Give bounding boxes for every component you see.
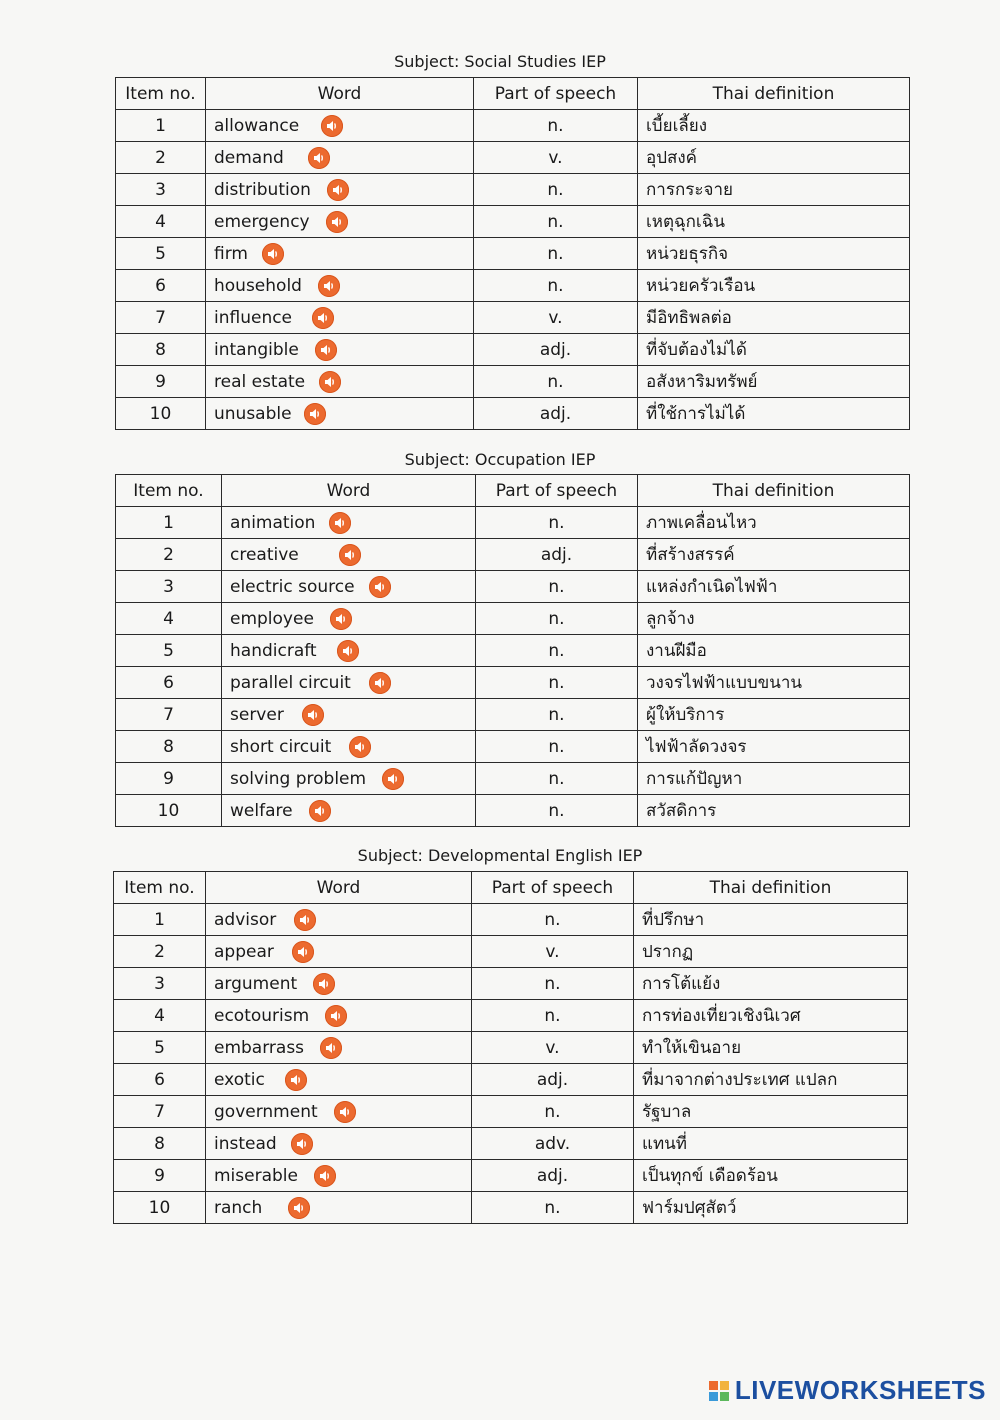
speaker-icon[interactable] xyxy=(369,672,391,694)
word-cell xyxy=(206,1160,472,1192)
table-header-row xyxy=(114,872,908,904)
item-number: 2 xyxy=(114,936,206,968)
word-cell xyxy=(206,1000,472,1032)
speaker-icon[interactable] xyxy=(326,211,348,233)
table-row xyxy=(116,539,910,571)
item-number: 6 xyxy=(116,270,206,302)
word-cell xyxy=(222,795,476,827)
word-cell xyxy=(206,206,474,238)
item-number: 7 xyxy=(114,1096,206,1128)
part-of-speech: n. xyxy=(472,968,634,1000)
part-of-speech: n. xyxy=(472,904,634,936)
vocabulary-word: real estate xyxy=(214,371,306,392)
word-cell xyxy=(222,763,476,795)
header-part-of-speech: Part of speech xyxy=(476,475,638,507)
thai-definition: รัฐบาล xyxy=(634,1096,908,1128)
word-cell xyxy=(206,110,474,142)
table-row xyxy=(114,904,908,936)
vocabulary-word: demand xyxy=(214,147,284,168)
word-cell xyxy=(206,398,474,430)
word-cell xyxy=(206,174,474,206)
item-number: 4 xyxy=(116,206,206,238)
table-row xyxy=(114,1000,908,1032)
part-of-speech: v. xyxy=(474,142,638,174)
subject-title: Subject: Developmental English IEP xyxy=(357,846,643,865)
vocabulary-word: firm xyxy=(214,243,248,264)
speaker-icon[interactable] xyxy=(308,147,330,169)
thai-definition: หน่วยครัวเรือน xyxy=(638,270,910,302)
part-of-speech: v. xyxy=(472,936,634,968)
vocabulary-word: government xyxy=(214,1101,318,1122)
part-of-speech: n. xyxy=(476,667,638,699)
speaker-icon[interactable] xyxy=(292,941,314,963)
table-row xyxy=(114,1064,908,1096)
part-of-speech: n. xyxy=(474,174,638,206)
item-number: 9 xyxy=(116,366,206,398)
speaker-icon[interactable] xyxy=(314,1165,336,1187)
vocabulary-word: ranch xyxy=(214,1197,263,1218)
vocabulary-word: emergency xyxy=(214,211,310,232)
speaker-icon[interactable] xyxy=(313,973,335,995)
word-cell xyxy=(222,667,476,699)
part-of-speech: adj. xyxy=(472,1160,634,1192)
part-of-speech: n. xyxy=(476,763,638,795)
header-part-of-speech: Part of speech xyxy=(474,78,638,110)
item-number: 3 xyxy=(116,174,206,206)
part-of-speech: adj. xyxy=(476,539,638,571)
item-number: 5 xyxy=(116,635,222,667)
subject-title: Subject: Occupation IEP xyxy=(404,450,596,469)
table-row xyxy=(116,366,910,398)
speaker-icon[interactable] xyxy=(321,115,343,137)
part-of-speech: n. xyxy=(476,731,638,763)
word-cell xyxy=(222,731,476,763)
part-of-speech: n. xyxy=(476,699,638,731)
part-of-speech: n. xyxy=(472,1000,634,1032)
vocabulary-word: electric source xyxy=(230,576,355,597)
thai-definition: ที่ใช้การไม่ได้ xyxy=(638,398,910,430)
thai-definition: ปรากฏ xyxy=(634,936,908,968)
word-cell xyxy=(222,635,476,667)
item-number: 7 xyxy=(116,302,206,334)
word-cell xyxy=(222,539,476,571)
thai-definition: ผู้ให้บริการ xyxy=(638,699,910,731)
table-row xyxy=(116,142,910,174)
vocabulary-word: exotic xyxy=(214,1069,265,1090)
part-of-speech: n. xyxy=(476,507,638,539)
vocabulary-word: appear xyxy=(214,941,274,962)
thai-definition: แหล่งกำเนิดไฟฟ้า xyxy=(638,571,910,603)
thai-definition: ฟาร์มปศุสัตว์ xyxy=(634,1192,908,1224)
part-of-speech: adj. xyxy=(474,398,638,430)
table-row xyxy=(116,795,910,827)
word-cell xyxy=(206,302,474,334)
vocabulary-word: distribution xyxy=(214,179,311,200)
item-number: 1 xyxy=(116,507,222,539)
item-number: 1 xyxy=(116,110,206,142)
part-of-speech: n. xyxy=(476,795,638,827)
item-number: 2 xyxy=(116,142,206,174)
part-of-speech: n. xyxy=(474,110,638,142)
vocabulary-word: influence xyxy=(214,307,293,328)
table-row xyxy=(116,206,910,238)
speaker-icon[interactable] xyxy=(285,1069,307,1091)
table-row xyxy=(116,635,910,667)
item-number: 8 xyxy=(116,334,206,366)
vocabulary-word: employee xyxy=(230,608,314,629)
table-row xyxy=(116,667,910,699)
item-number: 10 xyxy=(114,1192,206,1224)
word-cell xyxy=(206,238,474,270)
item-number: 6 xyxy=(116,667,222,699)
thai-definition: ที่สร้างสรรค์ xyxy=(638,539,910,571)
vocabulary-word: solving problem xyxy=(230,768,367,789)
table-row xyxy=(116,571,910,603)
part-of-speech: adj. xyxy=(474,334,638,366)
header-word: Word xyxy=(222,475,476,507)
item-number: 9 xyxy=(114,1160,206,1192)
item-number: 5 xyxy=(114,1032,206,1064)
part-of-speech: n. xyxy=(476,635,638,667)
table-row xyxy=(114,1160,908,1192)
vocabulary-table xyxy=(115,474,910,827)
vocabulary-word: handicraft xyxy=(230,640,317,661)
vocabulary-word: allowance xyxy=(214,115,300,136)
thai-definition: การโต้แย้ง xyxy=(634,968,908,1000)
word-cell xyxy=(206,270,474,302)
vocabulary-word: household xyxy=(214,275,302,296)
item-number: 9 xyxy=(116,763,222,795)
part-of-speech: v. xyxy=(472,1032,634,1064)
liveworksheets-brand xyxy=(709,1375,986,1406)
brand-name: LIVEWORKSHEETS xyxy=(734,1375,986,1405)
header-item-no: Item no. xyxy=(116,475,222,507)
speaker-icon[interactable] xyxy=(318,275,340,297)
header-thai-definition: Thai definition xyxy=(634,872,908,904)
header-word: Word xyxy=(206,872,472,904)
item-number: 3 xyxy=(116,571,222,603)
speaker-icon[interactable] xyxy=(337,640,359,662)
word-cell xyxy=(206,334,474,366)
thai-definition: ลูกจ้าง xyxy=(638,603,910,635)
thai-definition: วงจรไฟฟ้าแบบขนาน xyxy=(638,667,910,699)
vocabulary-word: creative xyxy=(230,544,299,565)
table-row xyxy=(116,507,910,539)
item-number: 4 xyxy=(116,603,222,635)
speaker-icon[interactable] xyxy=(304,403,326,425)
header-thai-definition: Thai definition xyxy=(638,78,910,110)
item-number: 4 xyxy=(114,1000,206,1032)
table-header-row xyxy=(116,78,910,110)
part-of-speech: n. xyxy=(472,1192,634,1224)
item-number: 10 xyxy=(116,795,222,827)
part-of-speech: n. xyxy=(476,603,638,635)
thai-definition: ไฟฟ้าลัดวงจร xyxy=(638,731,910,763)
thai-definition: ภาพเคลื่อนไหว xyxy=(638,507,910,539)
speaker-icon[interactable] xyxy=(262,243,284,265)
thai-definition: ทำให้เขินอาย xyxy=(634,1032,908,1064)
word-cell xyxy=(206,1192,472,1224)
speaker-icon[interactable] xyxy=(315,339,337,361)
speaker-icon[interactable] xyxy=(329,512,351,534)
table-row xyxy=(114,968,908,1000)
speaker-icon[interactable] xyxy=(302,704,324,726)
table-row xyxy=(114,1032,908,1064)
word-cell xyxy=(206,968,472,1000)
part-of-speech: n. xyxy=(474,238,638,270)
table-row xyxy=(116,174,910,206)
table-row xyxy=(116,270,910,302)
item-number: 7 xyxy=(116,699,222,731)
table-row xyxy=(116,110,910,142)
vocabulary-table xyxy=(115,77,910,430)
word-cell xyxy=(206,1096,472,1128)
thai-definition: สวัสดิการ xyxy=(638,795,910,827)
word-cell xyxy=(222,507,476,539)
vocabulary-word: short circuit xyxy=(230,736,332,757)
thai-definition: การท่องเที่ยวเชิงนิเวศ xyxy=(634,1000,908,1032)
thai-definition: แทนที่ xyxy=(634,1128,908,1160)
vocabulary-word: ecotourism xyxy=(214,1005,310,1026)
thai-definition: การกระจาย xyxy=(638,174,910,206)
thai-definition: เหตุฉุกเฉิน xyxy=(638,206,910,238)
item-number: 10 xyxy=(116,398,206,430)
thai-definition: มีอิทธิพลต่อ xyxy=(638,302,910,334)
liveworksheets-logo-icon xyxy=(709,1381,729,1401)
header-thai-definition: Thai definition xyxy=(638,475,910,507)
speaker-icon[interactable] xyxy=(330,608,352,630)
thai-definition: การแก้ปัญหา xyxy=(638,763,910,795)
word-cell xyxy=(206,366,474,398)
table-row xyxy=(116,398,910,430)
word-cell xyxy=(222,571,476,603)
item-number: 6 xyxy=(114,1064,206,1096)
part-of-speech: v. xyxy=(474,302,638,334)
word-cell xyxy=(206,936,472,968)
speaker-icon[interactable] xyxy=(312,307,334,329)
part-of-speech: n. xyxy=(476,571,638,603)
table-row xyxy=(116,763,910,795)
speaker-icon[interactable] xyxy=(291,1133,313,1155)
speaker-icon[interactable] xyxy=(319,371,341,393)
speaker-icon[interactable] xyxy=(294,909,316,931)
vocabulary-word: instead xyxy=(214,1133,277,1154)
part-of-speech: adv. xyxy=(472,1128,634,1160)
thai-definition: ที่มาจากต่างประเทศ แปลก xyxy=(634,1064,908,1096)
item-number: 2 xyxy=(116,539,222,571)
word-cell xyxy=(206,1064,472,1096)
vocabulary-word: argument xyxy=(214,973,298,994)
table-header-row xyxy=(116,475,910,507)
part-of-speech: n. xyxy=(472,1096,634,1128)
subject-title: Subject: Social Studies IEP xyxy=(394,52,606,71)
header-item-no: Item no. xyxy=(116,78,206,110)
thai-definition: ที่จับต้องไม่ได้ xyxy=(638,334,910,366)
speaker-icon[interactable] xyxy=(327,179,349,201)
vocabulary-word: embarrass xyxy=(214,1037,305,1058)
thai-definition: อสังหาริมทรัพย์ xyxy=(638,366,910,398)
vocabulary-word: parallel circuit xyxy=(230,672,351,693)
item-number: 1 xyxy=(114,904,206,936)
thai-definition: อุปสงค์ xyxy=(638,142,910,174)
item-number: 3 xyxy=(114,968,206,1000)
header-item-no: Item no. xyxy=(114,872,206,904)
table-row xyxy=(114,1192,908,1224)
speaker-icon[interactable] xyxy=(349,736,371,758)
table-row xyxy=(116,302,910,334)
table-row xyxy=(114,1096,908,1128)
vocabulary-table xyxy=(113,871,908,1224)
table-row xyxy=(116,603,910,635)
speaker-icon[interactable] xyxy=(325,1005,347,1027)
item-number: 5 xyxy=(116,238,206,270)
part-of-speech: adj. xyxy=(472,1064,634,1096)
thai-definition: หน่วยธุรกิจ xyxy=(638,238,910,270)
thai-definition: เป็นทุกข์ เดือดร้อน xyxy=(634,1160,908,1192)
header-word: Word xyxy=(206,78,474,110)
speaker-icon[interactable] xyxy=(309,800,331,822)
table-row xyxy=(116,238,910,270)
vocabulary-word: unusable xyxy=(214,403,292,424)
item-number: 8 xyxy=(114,1128,206,1160)
thai-definition: เบี้ยเลี้ยง xyxy=(638,110,910,142)
word-cell xyxy=(222,699,476,731)
speaker-icon[interactable] xyxy=(382,768,404,790)
vocabulary-word: animation xyxy=(230,512,316,533)
vocabulary-word: advisor xyxy=(214,909,277,930)
thai-definition: ที่ปรึกษา xyxy=(634,904,908,936)
table-row xyxy=(116,731,910,763)
speaker-icon[interactable] xyxy=(288,1197,310,1219)
item-number: 8 xyxy=(116,731,222,763)
table-row xyxy=(114,1128,908,1160)
part-of-speech: n. xyxy=(474,206,638,238)
speaker-icon[interactable] xyxy=(334,1101,356,1123)
table-row xyxy=(116,699,910,731)
vocabulary-word: miserable xyxy=(214,1165,298,1186)
word-cell xyxy=(222,603,476,635)
word-cell xyxy=(206,142,474,174)
speaker-icon[interactable] xyxy=(369,576,391,598)
word-cell xyxy=(206,1032,472,1064)
word-cell xyxy=(206,904,472,936)
vocabulary-word: server xyxy=(230,704,284,725)
thai-definition: งานฝีมือ xyxy=(638,635,910,667)
speaker-icon[interactable] xyxy=(339,544,361,566)
part-of-speech: n. xyxy=(474,270,638,302)
vocabulary-word: intangible xyxy=(214,339,299,360)
word-cell xyxy=(206,1128,472,1160)
table-row xyxy=(114,936,908,968)
part-of-speech: n. xyxy=(474,366,638,398)
vocabulary-word: welfare xyxy=(230,800,293,821)
speaker-icon[interactable] xyxy=(320,1037,342,1059)
table-row xyxy=(116,334,910,366)
header-part-of-speech: Part of speech xyxy=(472,872,634,904)
